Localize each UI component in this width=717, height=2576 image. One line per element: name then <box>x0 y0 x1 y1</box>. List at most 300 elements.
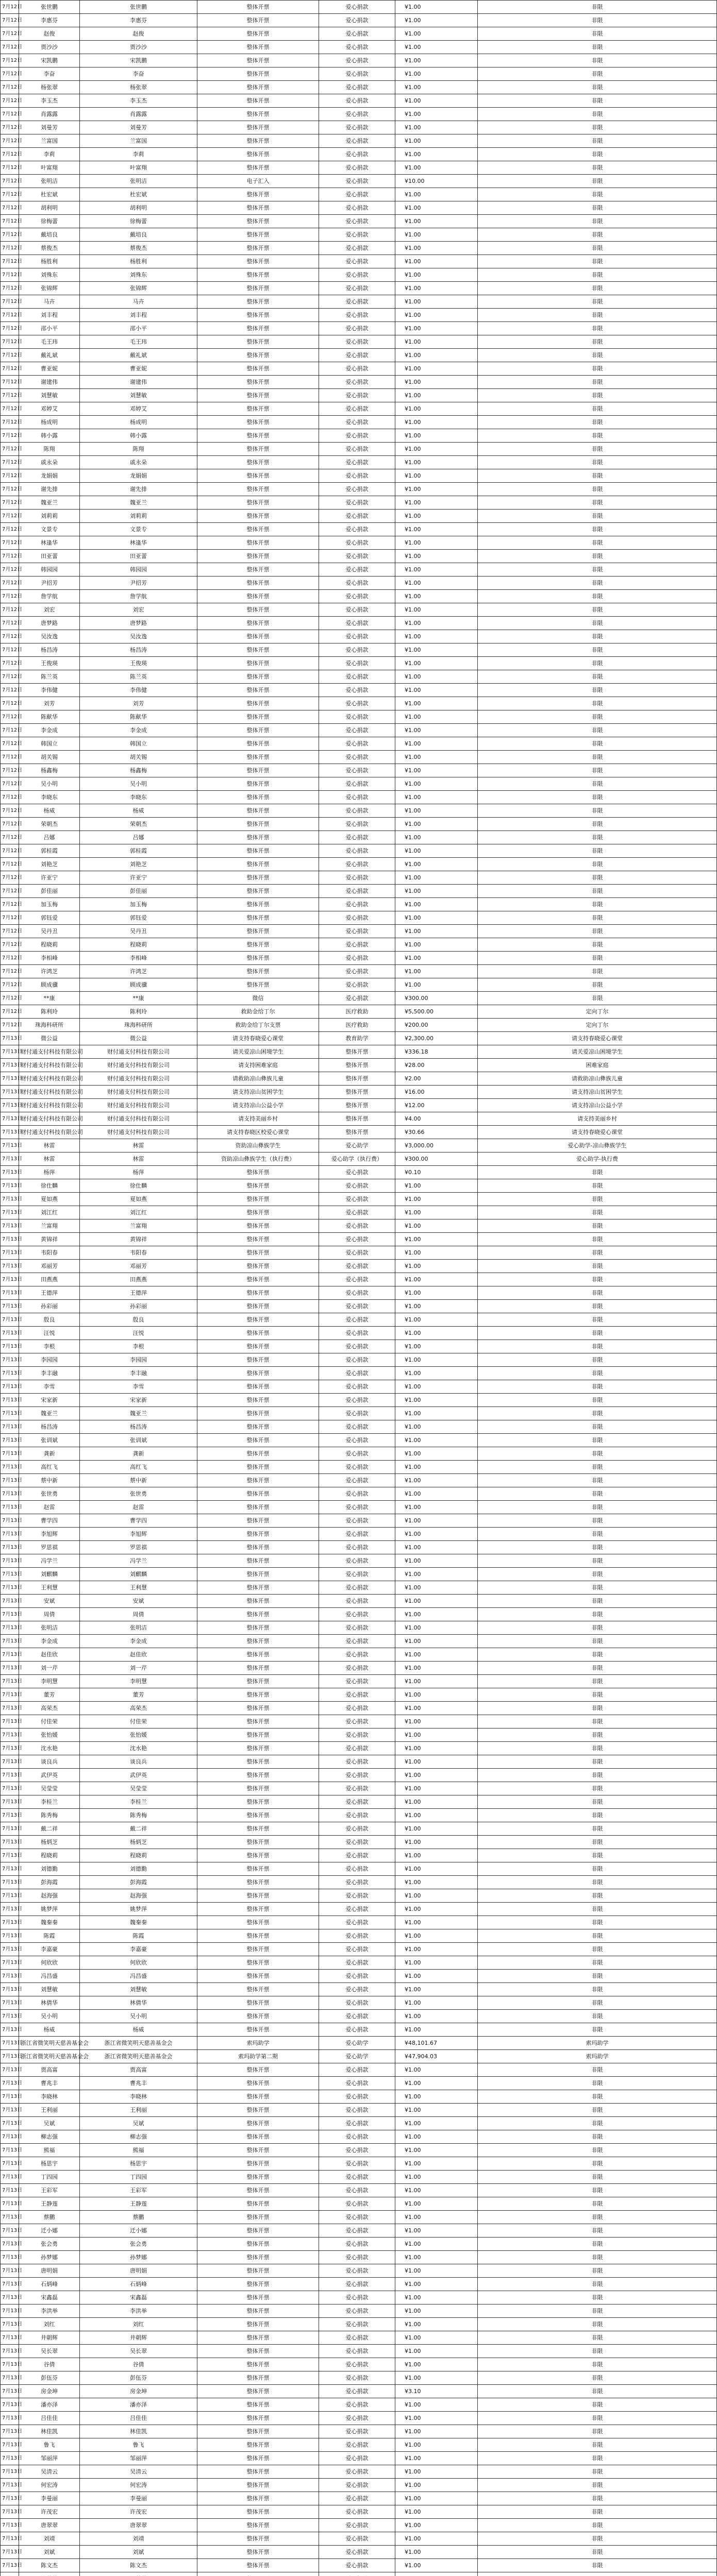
table-row <box>1 1795 717 1809</box>
date-cell: 7月13日 <box>1 1045 19 1059</box>
donor-unit-cell: 曹亚妮 <box>80 362 197 376</box>
donor-cell: 蔡俊杰 <box>19 242 80 255</box>
note-cell: 非限 <box>478 2264 717 2278</box>
purpose-cell: 爱心捐款 <box>319 469 395 483</box>
table-row <box>1 1889 717 1903</box>
amount-cell: ¥1.00 <box>395 2532 478 2546</box>
note-cell: 非限 <box>478 885 717 898</box>
table-row <box>1 2264 717 2278</box>
method-cell: 整体开票 <box>197 1849 319 1862</box>
note-cell: 非限 <box>478 2546 717 2559</box>
donor-cell: 宋鑫磊 <box>19 2291 80 2304</box>
amount-cell: ¥1.00 <box>395 2278 478 2291</box>
table-row <box>1 1983 717 1996</box>
amount-cell: ¥1.00 <box>395 952 478 965</box>
note-cell: 非限 <box>478 1219 717 1233</box>
note-cell: 非限 <box>478 1313 717 1327</box>
donor-unit-cell: 许鸿芝 <box>80 965 197 978</box>
note-cell: 非限 <box>478 255 717 268</box>
purpose-cell: 爱心捐款 <box>319 2197 395 2211</box>
purpose-cell: 爱心捐款 <box>319 1219 395 1233</box>
date-cell: 7月12日 <box>1 429 19 443</box>
method-cell: 整体开票 <box>197 844 319 858</box>
table-row <box>1 443 717 456</box>
donor-unit-cell: 王利慧 <box>80 1581 197 1595</box>
donor-unit-cell: 殷良 <box>80 1313 197 1327</box>
date-cell: 7月13日 <box>1 1099 19 1112</box>
method-cell: 整体开票 <box>197 1219 319 1233</box>
donor-cell: 杨萍 <box>19 1166 80 1179</box>
amount-cell: ¥1.00 <box>395 201 478 215</box>
donor-cell: 李园园 <box>19 1353 80 1367</box>
donor-unit-cell: 吴小明 <box>80 777 197 791</box>
donor-cell: 戴二祥 <box>19 1822 80 1836</box>
amount-cell: ¥1.00 <box>395 1822 478 1836</box>
donor-cell: 孙梦娜 <box>19 2251 80 2264</box>
method-cell: 整体开票 <box>197 1233 319 1246</box>
note-cell: 非限 <box>478 1769 717 1782</box>
note-cell: 非限 <box>478 1447 717 1461</box>
table-row <box>1 1996 717 2010</box>
amount-cell <box>395 2572 478 2576</box>
note-cell: 爱心助学-执行费 <box>478 1153 717 1166</box>
table-row <box>1 161 717 175</box>
method-cell: 整体开票 <box>197 268 319 282</box>
donor-unit-cell: 李相峰 <box>80 952 197 965</box>
table-row <box>1 2050 717 2063</box>
date-cell: 7月13日 <box>1 2063 19 2077</box>
table-row <box>1 1929 717 1943</box>
date-cell: 7月13日 <box>1 2010 19 2023</box>
donor-unit-cell: 刘宏 <box>80 603 197 617</box>
amount-cell: ¥1.00 <box>395 2130 478 2144</box>
donor-cell: 谷倩 <box>19 2358 80 2371</box>
date-cell: 7月12日 <box>1 228 19 242</box>
donor-unit-cell: 财付通支付科技有限公司 <box>80 1099 197 1112</box>
donor-unit-cell: 邓丽芳 <box>80 1260 197 1273</box>
table-row <box>1 523 717 536</box>
donor-unit-cell: 戚永朵 <box>80 456 197 469</box>
method-cell: 微信 <box>197 992 319 1005</box>
amount-cell: ¥1.00 <box>395 2519 478 2532</box>
purpose-cell: 爱心捐款 <box>319 2385 395 2398</box>
date-cell: 7月13日 <box>1 1849 19 1862</box>
donor-unit-cell: 刘麒麟 <box>80 1568 197 1581</box>
date-cell: 7月13日 <box>1 1608 19 1621</box>
donor-unit-cell: 房金坤 <box>80 2385 197 2398</box>
purpose-cell: 爱心捐款 <box>319 1340 395 1353</box>
purpose-cell: 爱心捐款 <box>319 1487 395 1501</box>
amount-cell: ¥1.00 <box>395 1916 478 1929</box>
purpose-cell: 爱心捐款 <box>319 684 395 697</box>
note-cell: 非限 <box>478 1742 717 1755</box>
donor-unit-cell: 彭佳丽 <box>80 885 197 898</box>
method-cell: 整体开票 <box>197 1929 319 1943</box>
note-cell: 非限 <box>478 844 717 858</box>
table-row <box>1 121 717 134</box>
amount-cell: ¥1.00 <box>395 2559 478 2572</box>
amount-cell: ¥48,101.67 <box>395 2037 478 2050</box>
method-cell: 整体开票 <box>197 389 319 402</box>
table-row <box>1 2371 717 2385</box>
note-cell: 非限 <box>478 215 717 228</box>
date-cell: 7月13日 <box>1 2559 19 2572</box>
donor-cell: 李晓林 <box>19 2090 80 2104</box>
purpose-cell: 爱心捐款 <box>319 617 395 630</box>
purpose-cell: 爱心捐款 <box>319 737 395 751</box>
date-cell: 7月13日 <box>1 1876 19 1889</box>
donor-unit-cell: 财付通支付科技有限公司 <box>80 1072 197 1086</box>
donor-unit-cell: 彭伍芬 <box>80 2371 197 2385</box>
note-cell: 非限 <box>478 1836 717 1849</box>
amount-cell: ¥300.00 <box>395 992 478 1005</box>
amount-cell: ¥1.00 <box>395 282 478 295</box>
table-row <box>1 1233 717 1246</box>
purpose-cell: 爱心捐款 <box>319 1769 395 1782</box>
purpose-cell: 爱心捐款 <box>319 938 395 952</box>
amount-cell: ¥1.00 <box>395 1461 478 1474</box>
donor-cell: 丁四园 <box>19 2171 80 2184</box>
date-cell: 7月13日 <box>1 2438 19 2452</box>
amount-cell: ¥1.00 <box>395 2425 478 2438</box>
method-cell: 整体开票 <box>197 1635 319 1648</box>
date-cell: 7月12日 <box>1 710 19 724</box>
donor-cell: 财付通支付科技有限公司 <box>19 1059 80 1072</box>
purpose-cell: 爱心捐款 <box>319 1876 395 1889</box>
amount-cell: ¥1.00 <box>395 268 478 282</box>
amount-cell: ¥1.00 <box>395 1648 478 1662</box>
note-cell: 非限 <box>478 2063 717 2077</box>
purpose-cell: 爱心捐款 <box>319 697 395 710</box>
donor-unit-cell: 李晓东 <box>80 791 197 804</box>
amount-cell: ¥47,904.03 <box>395 2050 478 2063</box>
amount-cell: ¥1.00 <box>395 1554 478 1568</box>
purpose-cell: 整体开票 <box>319 1072 395 1086</box>
donor-unit-cell: 兰富翔 <box>80 1219 197 1233</box>
donor-cell: 许亚宁 <box>19 871 80 885</box>
table-row <box>1 724 717 737</box>
purpose-cell: 爱心捐款 <box>319 1300 395 1313</box>
purpose-cell: 整体开票 <box>319 1059 395 1072</box>
date-cell: 7月13日 <box>1 1461 19 1474</box>
donor-cell: 张明洁 <box>19 175 80 188</box>
method-cell: 整体开票 <box>197 2264 319 2278</box>
table-row <box>1 148 717 161</box>
method-cell: 整体开票 <box>197 1528 319 1541</box>
donor-unit-cell: 张世鹏 <box>80 1 197 14</box>
amount-cell: ¥200.00 <box>395 1019 478 1032</box>
donor-cell: 付佳荣 <box>19 1715 80 1728</box>
donor-cell: 张训斌 <box>19 1434 80 1447</box>
date-cell: 7月13日 <box>1 1836 19 1849</box>
donor-cell: 高荣杰 <box>19 1702 80 1715</box>
donor-cell: 曹学四 <box>19 1514 80 1528</box>
donor-cell: 安斌 <box>19 1595 80 1608</box>
donor-cell: 邓婷艾 <box>19 402 80 416</box>
date-cell: 7月12日 <box>1 737 19 751</box>
date-cell: 7月13日 <box>1 2345 19 2358</box>
method-cell: 整体开票 <box>197 2425 319 2438</box>
purpose-cell: 爱心捐款 <box>319 1273 395 1286</box>
purpose-cell: 爱心捐款 <box>319 2412 395 2425</box>
note-cell: 非限 <box>478 2532 717 2546</box>
donor-unit-cell: 罗思祺 <box>80 1541 197 1554</box>
amount-cell: ¥16.00 <box>395 1086 478 1099</box>
date-cell: 7月13日 <box>1 1702 19 1715</box>
donor-unit-cell: 高荣杰 <box>80 1702 197 1715</box>
donor-unit-cell: 刘江红 <box>80 1206 197 1219</box>
table-row <box>1 1568 717 1581</box>
note-cell: 非限 <box>478 335 717 349</box>
amount-cell: ¥1.00 <box>395 54 478 67</box>
table-row <box>1 2304 717 2318</box>
amount-cell: ¥1.00 <box>395 1260 478 1273</box>
note-cell: 非限 <box>478 2130 717 2144</box>
purpose-cell: 爱心捐款 <box>319 14 395 27</box>
date-cell: 7月12日 <box>1 1 19 14</box>
method-cell: 整体开票 <box>197 2251 319 2264</box>
amount-cell: ¥1.00 <box>395 777 478 791</box>
table-row <box>1 657 717 670</box>
amount-cell: ¥1.00 <box>395 41 478 54</box>
donor-unit-cell: 李园园 <box>80 1353 197 1367</box>
table-row <box>1 2412 717 2425</box>
date-cell: 7月13日 <box>1 2184 19 2197</box>
date-cell: 7月13日 <box>1 2130 19 2144</box>
donor-unit-cell: 程晓莉 <box>80 938 197 952</box>
method-cell: 整体开票 <box>197 2157 319 2171</box>
table-row <box>1 777 717 791</box>
note-cell: 非限 <box>478 2023 717 2037</box>
method-cell: 整体开票 <box>197 1568 319 1581</box>
donor-unit-cell: 陈翔 <box>80 443 197 456</box>
date-cell: 7月12日 <box>1 469 19 483</box>
note-cell: 非限 <box>478 965 717 978</box>
date-cell: 7月12日 <box>1 1005 19 1019</box>
table-row <box>1 1849 717 1862</box>
table-row <box>1 885 717 898</box>
date-cell: 7月13日 <box>1 1662 19 1675</box>
table-row <box>1 1045 717 1059</box>
table-row <box>1 1206 717 1219</box>
date-cell: 7月13日 <box>1 1648 19 1662</box>
purpose-cell: 爱心捐款 <box>319 1728 395 1742</box>
table-row <box>1 1702 717 1715</box>
date-cell: 7月13日 <box>1 1554 19 1568</box>
date-cell: 7月12日 <box>1 322 19 335</box>
note-cell: 非限 <box>478 121 717 134</box>
donor-cell: 吴小明 <box>19 2010 80 2023</box>
table-row <box>1 2438 717 2452</box>
method-cell: 整体开票 <box>197 2385 319 2398</box>
donor-cell: 韩国立 <box>19 737 80 751</box>
date-cell: 7月12日 <box>1 510 19 523</box>
purpose-cell: 爱心捐款 <box>319 844 395 858</box>
donor-cell: 夏如燕 <box>19 1193 80 1206</box>
donor-unit-cell: 刘芳 <box>80 697 197 710</box>
date-cell: 7月13日 <box>1 2304 19 2318</box>
donor-unit-cell: 刘靖 <box>80 2532 197 2546</box>
donor-cell: 刘丰程 <box>19 309 80 322</box>
donor-unit-cell: 吴丹丑 <box>80 925 197 938</box>
note-cell: 请支持春晓爱心课堂 <box>478 1126 717 1139</box>
note-cell: 非限 <box>478 724 717 737</box>
date-cell: 7月12日 <box>1 603 19 617</box>
note-cell: 非限 <box>478 764 717 777</box>
donor-cell: 财付通支付科技有限公司 <box>19 1086 80 1099</box>
donor-cell: 孙彩丽 <box>19 1300 80 1313</box>
donor-unit-cell: 武伊英 <box>80 1769 197 1782</box>
note-cell: 非限 <box>478 309 717 322</box>
method-cell: 请关爱凉山困境学生 <box>197 1045 319 1059</box>
table-row <box>1 2465 717 2479</box>
amount-cell: ¥1.00 <box>395 2224 478 2238</box>
donor-cell: 刘一芹 <box>19 1662 80 1675</box>
donor-unit-cell: 李莉 <box>80 148 197 161</box>
date-cell: 7月13日 <box>1 1179 19 1193</box>
amount-cell: ¥1.00 <box>395 483 478 496</box>
purpose-cell: 爱心捐款 <box>319 1916 395 1929</box>
note-cell: 非限 <box>478 14 717 27</box>
purpose-cell: 爱心捐款 <box>319 911 395 925</box>
date-cell: 7月13日 <box>1 1394 19 1407</box>
amount-cell: ¥1.00 <box>395 469 478 483</box>
date-cell: 7月12日 <box>1 335 19 349</box>
amount-cell: ¥1.00 <box>395 2371 478 2385</box>
donor-unit-cell: 鲁飞 <box>80 2438 197 2452</box>
table-row <box>1 563 717 577</box>
donor-cell: 李雪 <box>19 1380 80 1394</box>
note-cell: 非限 <box>478 1340 717 1353</box>
amount-cell: ¥1.00 <box>395 1447 478 1461</box>
purpose-cell: 爱心捐款 <box>319 1407 395 1420</box>
note-cell: 非限 <box>478 1273 717 1286</box>
method-cell: 整体开票 <box>197 617 319 630</box>
note-cell: 非限 <box>478 295 717 309</box>
note-cell: 非限 <box>478 443 717 456</box>
purpose-cell: 爱心捐款 <box>319 1501 395 1514</box>
donor-unit-cell: 李洪举 <box>80 2304 197 2318</box>
table-row <box>1 670 717 684</box>
donor-cell: 李旭辉 <box>19 1528 80 1541</box>
amount-cell: ¥1.00 <box>395 1380 478 1394</box>
note-cell: 定向丁尔 <box>478 1019 717 1032</box>
date-cell: 7月12日 <box>1 1019 19 1032</box>
table-row <box>1 362 717 376</box>
note-cell: 非限 <box>478 1327 717 1340</box>
table-row <box>1 2278 717 2291</box>
table-row <box>1 1032 717 1045</box>
donor-cell: 尹招芳 <box>19 577 80 590</box>
donor-unit-cell: 张锦辉 <box>80 282 197 295</box>
amount-cell: ¥1.00 <box>395 1487 478 1501</box>
donor-unit-cell: 胡利明 <box>80 201 197 215</box>
amount-cell: ¥1.00 <box>395 1782 478 1795</box>
note-cell: 非限 <box>478 1608 717 1621</box>
purpose-cell: 爱心捐款 <box>319 577 395 590</box>
amount-cell: ¥1.00 <box>395 885 478 898</box>
amount-cell: ¥2,300.00 <box>395 1032 478 1045</box>
note-cell: 非限 <box>478 1943 717 1956</box>
method-cell: 整体开票 <box>197 416 319 429</box>
method-cell: 整体开票 <box>197 1822 319 1836</box>
note-cell: 非限 <box>478 1795 717 1809</box>
note-cell: 非限 <box>478 2291 717 2304</box>
date-cell: 7月13日 <box>1 2278 19 2291</box>
purpose-cell: 爱心捐款 <box>319 402 395 416</box>
note-cell: 非限 <box>478 710 717 724</box>
purpose-cell: 爱心捐款 <box>319 67 395 81</box>
note-cell: 非限 <box>478 536 717 550</box>
method-cell: 整体开票 <box>197 1179 319 1193</box>
amount-cell: ¥1.00 <box>395 590 478 603</box>
donor-cell: 李伟健 <box>19 684 80 697</box>
donor-cell: 戴培良 <box>19 228 80 242</box>
donor-cell: 加玉梅 <box>19 898 80 911</box>
table-row <box>1 1112 717 1126</box>
donor-unit-cell: 胡关锡 <box>80 751 197 764</box>
donor-unit-cell: 吴长翠 <box>80 2345 197 2358</box>
amount-cell: ¥1.00 <box>395 27 478 41</box>
donor-cell: 邓丽芳 <box>19 1260 80 1273</box>
donor-unit-cell: 曹兆丰 <box>80 2077 197 2090</box>
note-cell: 非限 <box>478 831 717 844</box>
amount-cell: ¥1.00 <box>395 134 478 148</box>
donor-unit-cell: 张怡媛 <box>80 1728 197 1742</box>
amount-cell: ¥1.00 <box>395 1 478 14</box>
method-cell: 整体开票 <box>197 1407 319 1420</box>
method-cell: 整体开票 <box>197 898 319 911</box>
donor-cell: 龙娟娟 <box>19 469 80 483</box>
amount-cell: ¥1.00 <box>395 161 478 175</box>
donor-unit-cell: 戴二祥 <box>80 1822 197 1836</box>
amount-cell: ¥1.00 <box>395 1755 478 1769</box>
amount-cell: ¥1.00 <box>395 1219 478 1233</box>
method-cell: 整体开票 <box>197 2465 319 2479</box>
donor-unit-cell: 尹招芳 <box>80 577 197 590</box>
donor-cell: 石炳峰 <box>19 2278 80 2291</box>
donor-cell: 张怡媛 <box>19 1728 80 1742</box>
donor-cell: 王德萍 <box>19 1286 80 1300</box>
donor-cell: 张明洁 <box>19 1621 80 1635</box>
note-cell: 非限 <box>478 1595 717 1608</box>
purpose-cell: 爱心捐款 <box>319 1 395 14</box>
donor-unit-cell: 陈献华 <box>80 710 197 724</box>
donor-cell: 王彩军 <box>19 2184 80 2197</box>
amount-cell: ¥1.00 <box>395 389 478 402</box>
method-cell: 整体开票 <box>197 1166 319 1179</box>
note-cell: 非限 <box>478 2090 717 2104</box>
purpose-cell: 爱心捐款 <box>319 1514 395 1528</box>
table-row <box>1 1193 717 1206</box>
method-cell: 整体开票 <box>197 577 319 590</box>
purpose-cell: 爱心捐款 <box>319 643 395 657</box>
table-row <box>1 1541 717 1554</box>
note-cell: 非限 <box>478 1420 717 1434</box>
donor-cell: 财付通支付科技有限公司 <box>19 1045 80 1059</box>
donor-cell: 财付通支付科技有限公司 <box>19 1072 80 1086</box>
donor-unit-cell: 蔡俊杰 <box>80 242 197 255</box>
donor-unit-cell: 田亚蕾 <box>80 550 197 563</box>
note-cell: 非限 <box>478 1300 717 1313</box>
table-row <box>1 978 717 992</box>
method-cell: 整体开票 <box>197 657 319 670</box>
amount-cell: ¥1.00 <box>395 1970 478 1983</box>
donor-cell: 陈霞 <box>19 1929 80 1943</box>
purpose-cell: 爱心捐款 <box>319 1367 395 1380</box>
date-cell: 7月13日 <box>1 2358 19 2371</box>
date-cell: 7月12日 <box>1 925 19 938</box>
